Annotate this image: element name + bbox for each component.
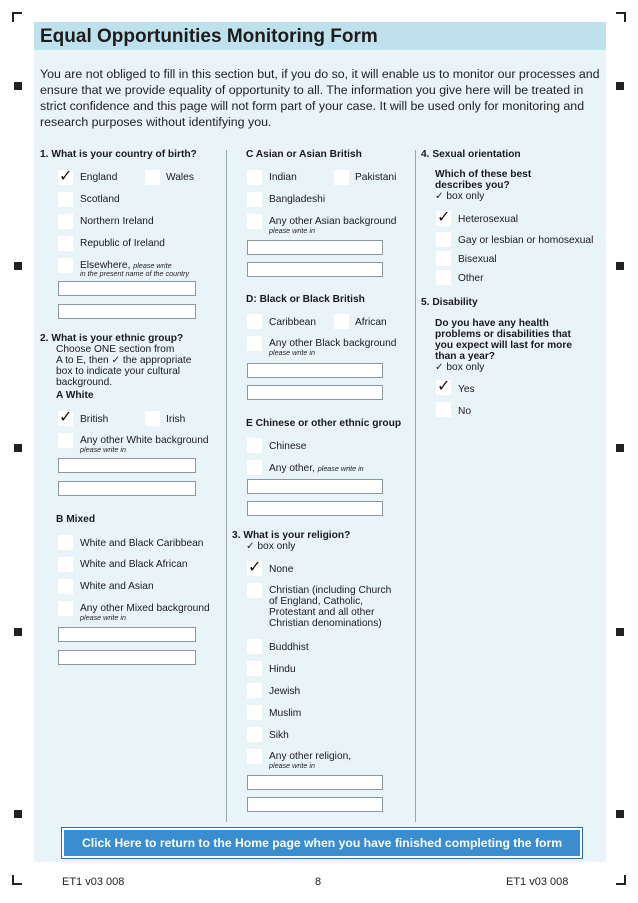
option-muslim: Muslim bbox=[269, 708, 302, 719]
q2-sub: background. bbox=[56, 377, 113, 388]
option-buddhist: Buddhist bbox=[269, 642, 309, 653]
country-write-in-1[interactable] bbox=[58, 281, 196, 296]
checkbox-gay[interactable] bbox=[436, 232, 451, 247]
checkbox-jewish[interactable] bbox=[247, 683, 262, 698]
checkbox-pakistani[interactable] bbox=[334, 170, 349, 185]
footer-code-left: ET1 v03 008 bbox=[62, 876, 125, 888]
title-bar bbox=[34, 22, 606, 50]
section-b-title: B Mixed bbox=[56, 514, 96, 525]
registration-mark bbox=[14, 444, 22, 452]
option-british: British bbox=[80, 414, 109, 425]
checkbox-christian[interactable] bbox=[247, 583, 262, 598]
religion-write-in-2[interactable] bbox=[247, 797, 383, 812]
crop-mark-bottom-left bbox=[12, 875, 22, 885]
checkbox-white-asian[interactable] bbox=[58, 579, 73, 594]
option-scotland: Scotland bbox=[80, 194, 120, 205]
column-divider bbox=[415, 150, 416, 822]
tick-icon: ✓ bbox=[248, 557, 262, 576]
option-indian: Indian bbox=[269, 172, 297, 183]
q5-sub: problems or disabilities that bbox=[435, 329, 571, 340]
registration-mark bbox=[616, 82, 624, 90]
registration-mark bbox=[14, 810, 22, 818]
q2-sub: Choose ONE section from bbox=[56, 344, 175, 355]
option-wales: Wales bbox=[166, 172, 194, 183]
q2-title: 2. What is your ethnic group? bbox=[40, 333, 184, 344]
checkbox-muslim[interactable] bbox=[247, 705, 262, 720]
checkbox-irish[interactable] bbox=[145, 411, 160, 426]
option-christian: Christian (including Church bbox=[269, 585, 392, 596]
q4-sub: describes you? bbox=[435, 180, 510, 191]
registration-mark bbox=[14, 262, 22, 270]
checkbox-disability-no[interactable] bbox=[436, 402, 451, 417]
write-in-hint: please write in bbox=[80, 445, 126, 454]
option-england: England bbox=[80, 172, 118, 183]
write-in-hint: please write in bbox=[269, 348, 315, 357]
page-title: Equal Opportunities Monitoring Form bbox=[40, 26, 378, 47]
q3-title: 3. What is your religion? bbox=[232, 530, 351, 541]
checkbox-wales[interactable] bbox=[145, 170, 160, 185]
mixed-write-in-1[interactable] bbox=[58, 627, 196, 642]
option-other-black: Any other Black background bbox=[269, 338, 397, 349]
option-chinese: Chinese bbox=[269, 441, 307, 452]
asian-write-in-2[interactable] bbox=[247, 262, 383, 277]
page-number: 8 bbox=[315, 876, 322, 888]
checkbox-any-other-ethnic[interactable] bbox=[247, 460, 262, 475]
option-orientation-other: Other bbox=[458, 273, 484, 284]
checkbox-sikh[interactable] bbox=[247, 727, 262, 742]
intro-text: You are not obliged to fill in this section but, if you do so, it will enable us to monitor our processes and ensure that we provide equality of opportunity to all. The information you give here will be treated in strict confidence and this page will not form part of your case. It will be used only for monitoring and research purposes without identifying you. bbox=[40, 67, 600, 129]
option-african: African bbox=[355, 317, 387, 328]
checkbox-hindu[interactable] bbox=[247, 661, 262, 676]
q4-sub: Which of these best bbox=[435, 169, 532, 180]
q5-sub: you expect will last for more bbox=[435, 340, 573, 351]
write-in-hint: please write in bbox=[80, 613, 126, 622]
white-write-in-1[interactable] bbox=[58, 458, 196, 473]
option-irish: Irish bbox=[166, 414, 186, 425]
option-caribbean: Caribbean bbox=[269, 317, 317, 328]
q5-title: 5. Disability bbox=[421, 297, 478, 308]
write-in-hint: please write in bbox=[269, 226, 315, 235]
option-jewish: Jewish bbox=[269, 686, 301, 697]
option-other-asian: Any other Asian background bbox=[269, 216, 397, 227]
checkbox-bangladeshi[interactable] bbox=[247, 192, 262, 207]
option-elsewhere: Elsewhere, please write bbox=[80, 260, 172, 271]
asian-write-in-1[interactable] bbox=[247, 240, 383, 255]
registration-mark bbox=[616, 628, 624, 636]
crop-mark-top-left bbox=[12, 12, 22, 22]
registration-mark bbox=[616, 810, 624, 818]
q2-sub: A to E, then ✓ the appropriate bbox=[56, 355, 192, 366]
option-white-asian: White and Asian bbox=[80, 581, 154, 592]
option-other-mixed: Any other Mixed background bbox=[80, 603, 210, 614]
column-divider bbox=[226, 150, 227, 822]
registration-mark bbox=[616, 262, 624, 270]
tick-icon: ✓ bbox=[59, 166, 73, 185]
section-c-title: C Asian or Asian British bbox=[246, 149, 362, 160]
option-gay: Gay or lesbian or homosexual bbox=[458, 235, 594, 246]
checkbox-white-black-african[interactable] bbox=[58, 557, 73, 572]
checkbox-other-white[interactable] bbox=[58, 433, 73, 448]
registration-mark bbox=[14, 82, 22, 90]
checkbox-indian[interactable] bbox=[247, 170, 262, 185]
option-christian: Christian denominations) bbox=[269, 618, 382, 629]
checkbox-other-asian[interactable] bbox=[247, 214, 262, 229]
checkbox-buddhist[interactable] bbox=[247, 639, 262, 654]
other-ethnic-write-in-1[interactable] bbox=[247, 479, 383, 494]
q5-sub: Do you have any health bbox=[435, 318, 549, 329]
option-pakistani: Pakistani bbox=[355, 172, 397, 183]
checkbox-orientation-other[interactable] bbox=[436, 270, 451, 285]
option-bangladeshi: Bangladeshi bbox=[269, 194, 326, 205]
option-disability-no: No bbox=[458, 406, 472, 417]
section-d-title: D: Black or Black British bbox=[246, 294, 365, 305]
white-write-in-2[interactable] bbox=[58, 481, 196, 496]
crop-mark-top-right bbox=[616, 12, 626, 22]
checkbox-other-religion[interactable] bbox=[247, 749, 262, 764]
checkbox-caribbean[interactable] bbox=[247, 314, 262, 329]
checkbox-chinese[interactable] bbox=[247, 438, 262, 453]
country-write-in-2[interactable] bbox=[58, 304, 196, 319]
option-northern-ireland: Northern Ireland bbox=[80, 216, 154, 227]
option-white-black-african: White and Black African bbox=[80, 559, 188, 570]
option-christian: Protestant and all other bbox=[269, 607, 375, 618]
section-e-title: E Chinese or other ethnic group bbox=[246, 418, 402, 429]
option-bisexual: Bisexual bbox=[458, 254, 497, 265]
option-christian: of England, Catholic, bbox=[269, 596, 364, 607]
crop-mark-bottom-right bbox=[616, 875, 626, 885]
option-disability-yes: Yes bbox=[458, 384, 475, 395]
home-page-button[interactable]: Click Here to return to the Home page when you have finished completing the form bbox=[62, 828, 582, 858]
religion-write-in-1[interactable] bbox=[247, 775, 383, 790]
checkbox-republic-of-ireland[interactable] bbox=[58, 236, 73, 251]
option-sikh: Sikh bbox=[269, 730, 289, 741]
section-a-title: A White bbox=[56, 390, 94, 401]
tick-icon: ✓ bbox=[437, 376, 451, 395]
option-hindu: Hindu bbox=[269, 664, 296, 675]
registration-mark bbox=[616, 444, 624, 452]
checkbox-other-mixed[interactable] bbox=[58, 601, 73, 616]
tick-icon: ✓ bbox=[59, 407, 73, 426]
q1-title: 1. What is your country of birth? bbox=[40, 149, 197, 160]
option-white-black-caribbean: White and Black Caribbean bbox=[80, 538, 204, 549]
q5-sub: ✓ box only bbox=[435, 362, 485, 373]
q5-sub: than a year? bbox=[435, 351, 496, 362]
option-other-religion: Any other religion, bbox=[269, 751, 352, 762]
q4-sub: ✓ box only bbox=[435, 191, 485, 202]
option-religion-none: None bbox=[269, 564, 294, 575]
checkbox-scotland[interactable] bbox=[58, 192, 73, 207]
checkbox-african[interactable] bbox=[334, 314, 349, 329]
option-any-other-ethnic: Any other, please write in bbox=[269, 463, 364, 474]
other-ethnic-write-in-2[interactable] bbox=[247, 501, 383, 516]
checkbox-bisexual[interactable] bbox=[436, 251, 451, 266]
checkbox-white-black-caribbean[interactable] bbox=[58, 535, 73, 550]
q4-title: 4. Sexual orientation bbox=[421, 149, 521, 160]
footer-code-right: ET1 v03 008 bbox=[506, 876, 569, 888]
form-sheet bbox=[34, 22, 606, 862]
option-republic-of-ireland: Republic of Ireland bbox=[80, 238, 165, 249]
checkbox-northern-ireland[interactable] bbox=[58, 214, 73, 229]
option-other-white: Any other White background bbox=[80, 435, 209, 446]
tick-icon: ✓ bbox=[437, 207, 451, 226]
q2-sub: box to indicate your cultural bbox=[56, 366, 181, 377]
mixed-write-in-2[interactable] bbox=[58, 650, 196, 665]
elsewhere-hint: in the present name of the country bbox=[80, 269, 190, 278]
write-in-hint: please write in bbox=[269, 761, 315, 770]
option-heterosexual: Heterosexual bbox=[458, 214, 519, 225]
registration-mark bbox=[14, 628, 22, 636]
q3-sub: ✓ box only bbox=[246, 541, 296, 552]
black-write-in-1[interactable] bbox=[247, 363, 383, 378]
checkbox-elsewhere[interactable] bbox=[58, 258, 73, 273]
checkbox-other-black[interactable] bbox=[247, 336, 262, 351]
black-write-in-2[interactable] bbox=[247, 385, 383, 400]
